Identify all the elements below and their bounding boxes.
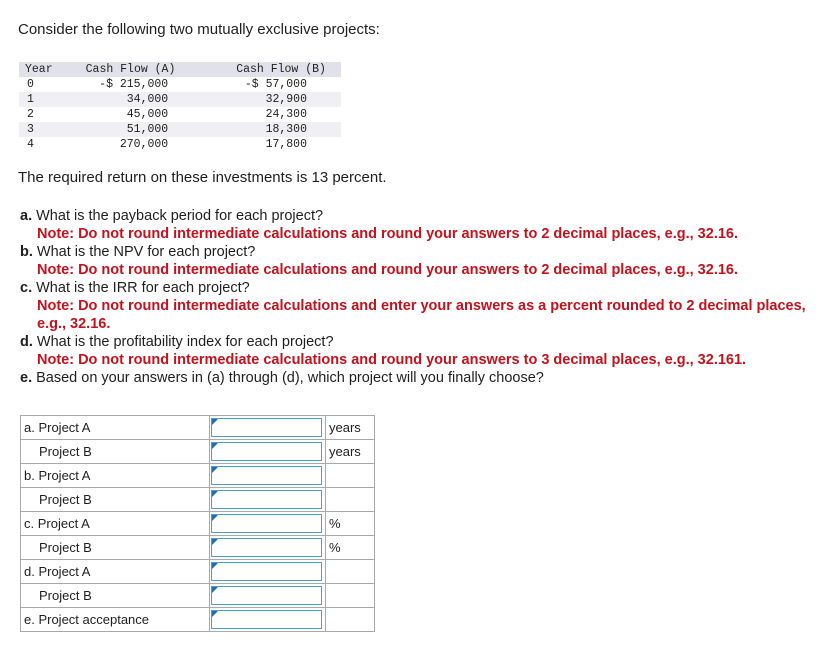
answer-unit [326, 560, 375, 584]
answer-table [20, 415, 375, 632]
year-cell: 4 [27, 138, 34, 151]
input-marker-icon [212, 539, 218, 545]
answer-label: b. Project A [21, 464, 210, 488]
question-text: Based on your answers in (a) through (d), which project will you finally choose? [36, 370, 544, 386]
answer-label: Project B [21, 536, 210, 560]
question-c [20, 279, 810, 297]
cash-flow-row [19, 92, 341, 107]
input-marker-icon [212, 611, 218, 617]
cash-flow-b-cell: 24,300 [265, 108, 307, 121]
question-letter: b. [20, 244, 33, 260]
input-marker-icon [212, 419, 218, 425]
input-marker-icon [212, 467, 218, 473]
answer-row [21, 464, 375, 488]
cash-flow-a-cell: 34,000 [126, 93, 169, 106]
answer-unit [326, 584, 375, 608]
question-letter: e. [20, 370, 33, 386]
answer-label: Project B [21, 584, 210, 608]
irr-b-input[interactable] [212, 539, 321, 556]
question-text: What is the payback period for each project? [36, 208, 324, 224]
cash-flow-b-cell: 17,800 [265, 138, 307, 151]
intro-text: Consider the following two mutually exclusive projects: [18, 21, 380, 38]
answer-unit: % [326, 536, 375, 560]
npv-a-input[interactable] [212, 467, 321, 484]
question-text: What is the NPV for each project? [36, 244, 256, 260]
answer-label: e. Project acceptance [21, 608, 210, 632]
question-letter: a. [20, 208, 33, 224]
question-note: Note: Do not round intermediate calculations and round your answers to 3 decimal places, e.g., 32.161. [37, 352, 747, 368]
answer-row [21, 584, 375, 608]
answer-row [21, 536, 375, 560]
header-cash-flow-b: Cash Flow (B) [236, 63, 326, 76]
question-letter: d. [20, 334, 33, 350]
answer-row [21, 416, 375, 440]
answer-label: Project B [21, 488, 210, 512]
year-cell: 0 [27, 78, 34, 91]
question-text: What is the IRR for each project? [36, 280, 250, 296]
question-letter: c. [20, 280, 33, 296]
cash-flow-table [19, 62, 341, 152]
question-note: Note: Do not round intermediate calculations and round your answers to 2 decimal places, e.g., 32.16. [37, 226, 738, 242]
year-cell: 1 [27, 93, 34, 106]
npv-b-input[interactable] [212, 491, 321, 508]
answer-input-box [211, 538, 322, 557]
cash-flow-a-cell: 45,000 [126, 108, 169, 121]
answer-label: c. Project A [21, 512, 210, 536]
cash-flow-a-cell: 51,000 [126, 123, 169, 136]
input-marker-icon [212, 491, 218, 497]
required-return-text: The required return on these investments is 13 percent. [18, 169, 387, 186]
question-note: Note: Do not round intermediate calculations and round your answers to 2 decimal places, e.g., 32.16. [37, 262, 738, 278]
pi-a-input[interactable] [212, 563, 321, 580]
answer-label: Project B [21, 440, 210, 464]
project-acceptance-input[interactable] [212, 611, 321, 628]
answer-unit [326, 488, 375, 512]
answer-unit [326, 464, 375, 488]
year-cell: 3 [27, 123, 34, 136]
answer-input-box [211, 562, 322, 581]
input-marker-icon [212, 587, 218, 593]
cash-flow-a-cell: 270,000 [119, 138, 169, 151]
answer-row [21, 488, 375, 512]
question-list [20, 207, 810, 387]
cash-flow-row [19, 137, 341, 152]
answer-unit: % [326, 512, 375, 536]
answer-unit: years [326, 416, 375, 440]
answer-input-box [211, 514, 322, 533]
answer-row [21, 608, 375, 632]
answer-label: d. Project A [21, 560, 210, 584]
answer-row [21, 440, 375, 464]
header-cash-flow-a: Cash Flow (A) [85, 63, 176, 76]
answer-input-box [211, 586, 322, 605]
irr-a-input[interactable] [212, 515, 321, 532]
question-text: What is the profitability index for each project? [36, 334, 334, 350]
pi-b-input[interactable] [212, 587, 321, 604]
year-cell: 2 [27, 108, 34, 121]
input-marker-icon [212, 443, 218, 449]
question-note: Note: Do not round intermediate calculations and enter your answers as a percent rounded to 2 decimal places, e.g., 32.16. [37, 298, 806, 332]
cash-flow-a-cell: -$ 215,000 [99, 78, 169, 91]
input-marker-icon [212, 563, 218, 569]
question-a [20, 207, 810, 225]
answer-input-box [211, 466, 322, 485]
question-d [20, 333, 810, 351]
cash-flow-row [19, 107, 341, 122]
cash-flow-b-cell: 32,900 [265, 93, 307, 106]
answer-input-box [211, 490, 322, 509]
question-e [20, 369, 810, 387]
answer-input-box [211, 442, 322, 461]
answer-unit: years [326, 440, 375, 464]
input-marker-icon [212, 515, 218, 521]
answer-label: a. Project A [21, 416, 210, 440]
cash-flow-b-cell: -$ 57,000 [244, 78, 307, 91]
answer-row [21, 560, 375, 584]
cash-flow-row [19, 77, 341, 92]
header-year: Year [25, 63, 53, 76]
answer-row [21, 512, 375, 536]
cash-flow-b-cell: 18,300 [265, 123, 307, 136]
question-b [20, 243, 810, 261]
answer-input-box [211, 610, 322, 629]
answer-input-box [211, 418, 322, 437]
answer-unit [326, 608, 375, 632]
cash-flow-row [19, 122, 341, 137]
payback-a-input[interactable] [212, 419, 321, 436]
cash-flow-header-row [19, 62, 341, 77]
payback-b-input[interactable] [212, 443, 321, 460]
